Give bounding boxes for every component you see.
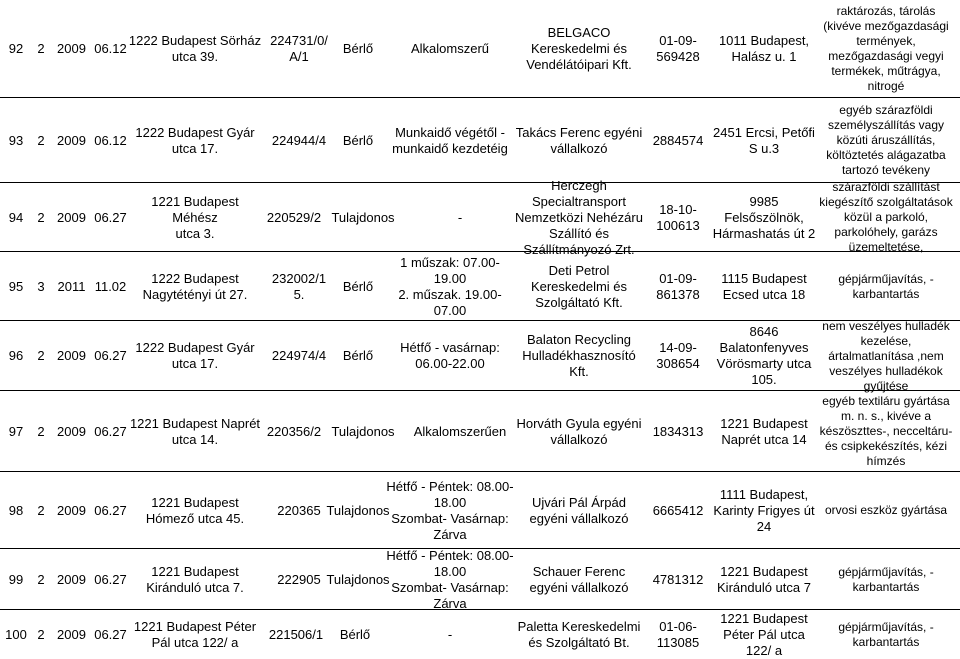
cell-a	[32, 472, 50, 549]
cell-jogcim	[326, 549, 390, 610]
date-text: 06.27	[94, 348, 127, 363]
date-text: 06.27	[94, 423, 127, 439]
date-text: 06.12	[94, 41, 127, 56]
cell-a	[32, 183, 50, 252]
hrsz-text: 221506/1	[268, 626, 324, 642]
hrsz-text: 222905	[277, 571, 321, 587]
cell-a	[32, 252, 50, 321]
szekhely-text: 1115 Budapest Ecsed utca 18	[721, 270, 807, 302]
cell-a	[32, 610, 50, 659]
cell-no	[0, 610, 32, 659]
cell-tevekenyseg	[812, 610, 960, 659]
cell-nev	[510, 98, 648, 183]
cell-address	[128, 321, 262, 391]
cell-date	[93, 610, 128, 659]
cell-nyitva	[380, 549, 520, 610]
cell-date	[93, 183, 128, 252]
cell-nev	[510, 0, 648, 98]
date-text: 06.27	[94, 502, 127, 518]
cell-no	[0, 98, 32, 183]
cell-nyitva	[380, 610, 520, 659]
cell-hrsz	[262, 610, 330, 659]
nev-text: Schauer Ferenc egyéni vállalkozó	[529, 563, 629, 595]
date-text: 06.27	[94, 209, 127, 225]
cegjegy-text: 1834313	[652, 423, 704, 439]
cell-cegjegy	[648, 549, 708, 610]
cell-a	[32, 98, 50, 183]
jogcim-text: Bérlő	[342, 348, 374, 363]
cell-date	[93, 391, 128, 472]
cell-hrsz	[262, 252, 336, 321]
no-text: 96	[8, 348, 24, 363]
cell-nev	[510, 321, 648, 391]
cell-date	[93, 549, 128, 610]
nyitva-text: Hétfő - Péntek: 08.00- 18.00 Szombat- Vasárnap: Zárva	[386, 547, 514, 611]
cell-no	[0, 183, 32, 252]
cell-nyitva	[380, 0, 520, 98]
cell-no	[0, 472, 32, 549]
nyitva-text: Alkalomszerű	[410, 41, 490, 56]
cell-hrsz	[262, 549, 336, 610]
cegjegy-text: 2884574	[652, 132, 704, 148]
cell-cegjegy	[648, 321, 708, 391]
cell-no	[0, 252, 32, 321]
address-text: 1222 Budapest Gyár utca 17.	[135, 340, 255, 371]
cell-a	[32, 391, 50, 472]
szekhely-text: 1221 Budapest Naprét utca 14	[720, 415, 808, 447]
cell-szekhely	[708, 98, 820, 183]
cell-no	[0, 549, 32, 610]
a-text: 2	[37, 423, 45, 439]
jogcim-text: Tulajdonos	[331, 209, 395, 225]
tevekenyseg-text: gépjárműjavítás, - karbantartás	[838, 564, 934, 594]
cegjegy-text: 6665412	[652, 502, 704, 518]
cell-jogcim	[336, 321, 380, 391]
a-text: 2	[37, 132, 45, 148]
year-text: 2009	[57, 348, 86, 363]
a-text: 2	[37, 209, 45, 225]
tevekenyseg-text: raktározás, tárolás (kivéve mezőgazdasági termények, mezőgazdasági vegyi termékek, műtrágya, nitrogé	[823, 4, 949, 93]
cell-a	[32, 549, 50, 610]
cell-hrsz	[262, 98, 336, 183]
cell-tevekenyseg	[812, 252, 960, 321]
cell-jogcim	[326, 391, 400, 472]
cell-szekhely	[708, 252, 820, 321]
cell-date	[93, 0, 128, 98]
hrsz-text: 220529/2	[266, 209, 322, 225]
szekhely-text: 1221 Budapest Kiránduló utca 7	[717, 563, 811, 595]
cell-address	[128, 98, 262, 183]
cell-year	[50, 610, 93, 659]
cell-a	[32, 321, 50, 391]
cell-cegjegy	[648, 183, 708, 252]
cell-address	[128, 0, 262, 98]
nyitva-text: Hétfő - Péntek: 08.00- 18.00 Szombat- Vasárnap: Zárva	[386, 478, 514, 542]
cell-no	[0, 0, 32, 98]
year-text: 2011	[57, 278, 86, 294]
tevekenyseg-text: egyéb szárazföldi személyszállítás vagy közúti áruszállítás, költöztetés alágazatba tartozó tevékeny	[826, 103, 946, 177]
nyitva-text: -	[457, 209, 463, 225]
year-text: 2009	[57, 41, 86, 56]
cell-hrsz	[262, 321, 336, 391]
cell-year	[50, 472, 93, 549]
jogcim-text: Bérlő	[342, 132, 374, 148]
address-text: 1222 Budapest Gyár utca 17.	[135, 124, 255, 156]
cell-szekhely	[708, 183, 820, 252]
cell-year	[50, 391, 93, 472]
year-text: 2009	[57, 423, 86, 439]
cell-year	[50, 98, 93, 183]
jogcim-text: Bérlő	[342, 41, 374, 56]
nev-text: BELGACO Kereskedelmi és Vendélátóipari Kft.	[526, 25, 632, 72]
jogcim-text: Tulajdonos	[331, 423, 395, 439]
cell-a	[32, 0, 50, 98]
address-text: 1221 Budapest Kiránduló utca 7.	[146, 563, 244, 595]
jogcim-text: Tulajdonos	[326, 502, 390, 518]
cegjegy-text: 4781312	[652, 571, 704, 587]
jogcim-text: Bérlő	[339, 626, 371, 642]
cell-hrsz	[262, 472, 336, 549]
address-text: 1221 Budapest Hómező utca 45.	[145, 494, 245, 526]
cegjegy-text: 14-09- 308654	[656, 340, 700, 371]
nyitva-text: Munkaidő végétől - munkaidő kezdetéig	[392, 124, 508, 156]
date-text: 06.27	[94, 571, 127, 587]
cell-nev	[510, 391, 648, 472]
no-text: 93	[8, 132, 24, 148]
cell-tevekenyseg	[812, 318, 960, 393]
tevekenyseg-text: szárazföldi szállítást kiegészítő szolgáltatások közül a parkoló, parkolóhely, garázs üzemeltetése,	[819, 180, 953, 254]
szekhely-text: 1011 Budapest, Halász u. 1	[718, 33, 810, 64]
nev-text: Deti Petrol Kereskedelmi és Szolgáltató Kft.	[530, 262, 628, 310]
cell-nyitva	[400, 183, 520, 252]
cell-hrsz	[262, 0, 336, 98]
a-text: 3	[37, 278, 45, 294]
cell-cegjegy	[648, 472, 708, 549]
no-text: 97	[8, 423, 24, 439]
cell-hrsz	[262, 391, 326, 472]
address-text: 1221 Budapest Péter Pál utca 122/ a	[133, 618, 257, 650]
cell-jogcim	[336, 0, 380, 98]
year-text: 2009	[57, 132, 86, 148]
cell-tevekenyseg	[812, 391, 960, 472]
no-text: 99	[8, 571, 24, 587]
szekhely-text: 1221 Budapest Péter Pál utca 122/ a	[720, 610, 808, 658]
cell-cegjegy	[648, 391, 708, 472]
date-text: 06.27	[94, 626, 127, 642]
a-text: 2	[37, 626, 45, 642]
cell-nev	[510, 549, 648, 610]
cell-nyitva	[380, 252, 520, 321]
cell-szekhely	[708, 610, 820, 659]
tevekenyseg-text: gépjárműjavítás, - karbantartás	[838, 271, 934, 301]
nev-text: Horváth Gyula egyéni vállalkozó	[516, 415, 642, 447]
no-text: 94	[8, 209, 24, 225]
jogcim-text: Tulajdonos	[326, 571, 390, 587]
cell-tevekenyseg	[812, 549, 960, 610]
cell-jogcim	[336, 252, 380, 321]
cell-jogcim	[336, 98, 380, 183]
cell-address	[128, 391, 262, 472]
no-text: 95	[8, 278, 24, 294]
cell-nyitva	[380, 98, 520, 183]
cell-no	[0, 391, 32, 472]
hrsz-text: 232002/1 5.	[271, 270, 327, 302]
year-text: 2009	[57, 571, 86, 587]
cegjegy-text: 01-09- 569428	[656, 33, 700, 64]
cell-cegjegy	[648, 0, 708, 98]
cell-address	[128, 610, 262, 659]
tevekenyseg-text: orvosi eszköz gyártása	[824, 503, 948, 517]
cell-tevekenyseg	[812, 472, 960, 549]
cell-tevekenyseg	[812, 180, 960, 254]
cell-szekhely	[708, 0, 820, 98]
cell-tevekenyseg	[812, 98, 960, 183]
nyitva-text: 1 műszak: 07.00- 19.00 2. műszak. 19.00- 07.00	[398, 254, 502, 318]
cell-date	[93, 321, 128, 391]
cell-address	[128, 549, 262, 610]
address-text: 1222 Budapest Nagytétényi út 27.	[142, 270, 248, 302]
szekhely-text: 1111 Budapest, Karinty Frigyes út 24	[713, 486, 815, 534]
cell-year	[50, 0, 93, 98]
cell-nyitva	[400, 391, 520, 472]
hrsz-text: 224731/0/ A/1	[270, 33, 328, 64]
cell-jogcim	[330, 610, 380, 659]
hrsz-text: 224944/4	[271, 132, 327, 148]
hrsz-text: 220365	[277, 502, 321, 518]
a-text: 2	[37, 571, 45, 587]
address-text: 1221 Budapest Naprét utca 14.	[129, 415, 261, 447]
cell-date	[93, 252, 128, 321]
cell-year	[50, 183, 93, 252]
szekhely-text: 8646 Balatonfenyves Vörösmarty utca 105.	[716, 324, 812, 387]
cegjegy-text: 01-06- 113085	[656, 618, 700, 650]
address-text: 1222 Budapest Sörház utca 39.	[128, 33, 262, 64]
cell-date	[93, 98, 128, 183]
date-text: 06.12	[94, 132, 127, 148]
cell-no	[0, 321, 32, 391]
a-text: 2	[37, 348, 45, 363]
year-text: 2009	[57, 502, 86, 518]
cell-jogcim	[326, 183, 400, 252]
address-text: 1221 Budapest Méhész utca 3.	[151, 193, 239, 241]
cell-nev	[510, 472, 648, 549]
nyitva-text: Hétfő - vasárnap: 06.00-22.00	[400, 340, 500, 371]
a-text: 2	[37, 502, 45, 518]
cell-nyitva	[380, 321, 520, 391]
cell-szekhely	[708, 549, 820, 610]
cell-year	[50, 252, 93, 321]
cell-address	[128, 472, 262, 549]
nyitva-text: -	[447, 626, 453, 642]
cell-year	[50, 549, 93, 610]
tevekenyseg-text: egyéb textiláru gyártása m. n. s., kivéve a készöszttes-, necceltáru- és csipkekészítés, kézi hímzés	[819, 394, 953, 468]
cell-nev	[510, 177, 648, 257]
no-text: 92	[8, 41, 24, 56]
hrsz-text: 224974/4	[271, 348, 327, 363]
cell-nev	[510, 610, 648, 659]
cegjegy-text: 01-09- 861378	[656, 270, 700, 302]
szekhely-text: 9985 Felsőszölnök, Hármashatás út 2	[712, 193, 816, 241]
no-text: 100	[5, 626, 27, 642]
cell-year	[50, 321, 93, 391]
cell-szekhely	[708, 391, 820, 472]
cell-cegjegy	[648, 98, 708, 183]
date-text: 11.02	[94, 278, 127, 294]
nev-text: Paletta Kereskedelmi és Szolgáltató Bt.	[517, 618, 641, 650]
cell-cegjegy	[648, 252, 708, 321]
cell-cegjegy	[648, 610, 708, 659]
cell-jogcim	[326, 472, 390, 549]
no-text: 98	[8, 502, 24, 518]
nev-text: Takács Ferenc egyéni vállalkozó	[515, 124, 643, 156]
cell-date	[93, 472, 128, 549]
szekhely-text: 2451 Ercsi, Petőfi S u.3	[713, 124, 815, 156]
nev-text: Balaton Recycling Hulladékhasznosító Kft.	[522, 332, 636, 379]
hrsz-text: 220356/2	[266, 423, 322, 439]
tevekenyseg-text: gépjárműjavítás, - karbantartás	[838, 619, 934, 649]
cell-tevekenyseg	[812, 0, 960, 98]
cell-nev	[510, 252, 648, 321]
cegjegy-text: 18-10- 100613	[656, 201, 700, 233]
cell-nyitva	[380, 472, 520, 549]
nev-text: Ujvári Pál Árpád egyéni vállalkozó	[529, 494, 629, 526]
cell-address	[128, 183, 262, 252]
a-text: 2	[37, 41, 45, 56]
cell-szekhely	[708, 472, 820, 549]
nev-text: Herczegh Specialtransport Nemzetközi Nehézáru Szállító és Szállítmányozó Zrt.	[515, 177, 643, 257]
cell-address	[128, 252, 262, 321]
nyitva-text: Alkalomszerűen	[413, 423, 507, 439]
tevekenyseg-text: nem veszélyes hulladék kezelése, ártalmatlanítása ,nem veszélyes hulladékok gyűjtése	[822, 318, 950, 393]
year-text: 2009	[57, 209, 86, 225]
cell-hrsz	[262, 183, 326, 252]
jogcim-text: Bérlő	[342, 278, 374, 294]
year-text: 2009	[57, 626, 86, 642]
cell-szekhely	[708, 321, 820, 391]
